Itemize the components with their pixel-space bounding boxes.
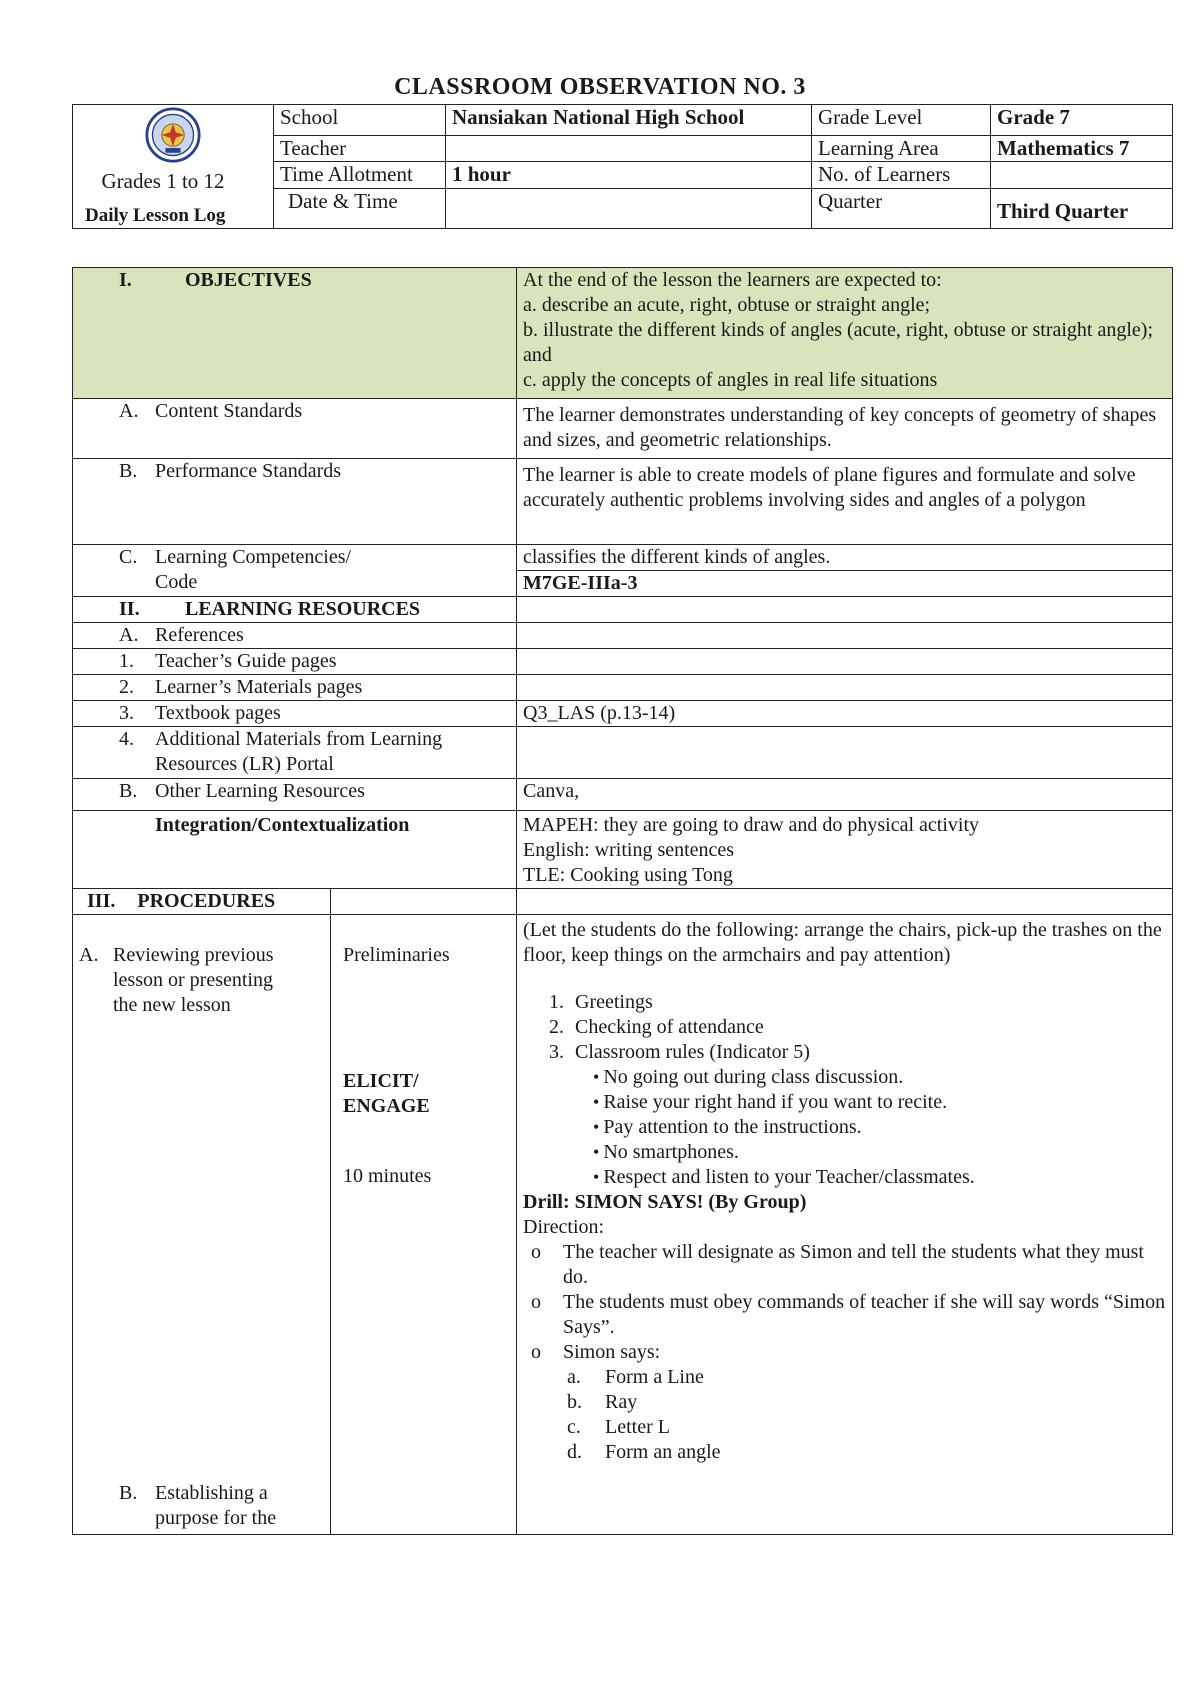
performance-standards-label: Performance Standards xyxy=(155,460,342,482)
time-allotment-label: Time Allotment xyxy=(274,162,446,189)
performance-standards-marker: B. xyxy=(119,460,138,482)
resource-value xyxy=(517,727,1173,779)
page-title: CLASSROOM OBSERVATION NO. 3 xyxy=(394,74,806,100)
direction-bullet: o xyxy=(531,1241,541,1263)
duration-label: 10 minutes xyxy=(343,1165,432,1187)
integration-line: MAPEH: they are going to draw and do physical activity xyxy=(523,814,980,836)
resource-row xyxy=(73,779,1173,811)
resource-label: Learner’s Materials pages xyxy=(155,676,363,698)
resource-label: Teacher’s Guide pages xyxy=(155,650,337,672)
direction-bullet: o xyxy=(531,1291,541,1313)
objectives-heading xyxy=(73,268,517,399)
opening-steps-list xyxy=(523,990,1166,1065)
objectives-line: c. apply the concepts of angles in real life situations xyxy=(523,369,938,391)
classroom-rule: • No smartphones. xyxy=(593,1140,1166,1165)
simon-says-marker: d. xyxy=(567,1441,582,1463)
objectives-row xyxy=(73,268,1173,399)
resource-marker: 4. xyxy=(119,728,134,750)
teacher-value xyxy=(446,136,812,162)
deped-seal-icon xyxy=(145,107,201,163)
direction-item xyxy=(523,1340,1166,1365)
resource-label-cell xyxy=(73,779,517,811)
procedure-row xyxy=(73,915,1173,1535)
content-standards-value: The learner demonstrates understanding of key concepts of geometry of shapes and sizes, and geometric relationships. xyxy=(517,399,1173,459)
opening-step: 3. Classroom rules (Indicator 5) xyxy=(569,1040,1166,1065)
simon-says-item xyxy=(523,1440,1166,1465)
direction-bullet: o xyxy=(531,1341,541,1363)
quarter-value: Third Quarter xyxy=(991,189,1173,229)
resource-value: Canva, xyxy=(517,779,1173,811)
simon-says-item xyxy=(523,1415,1166,1440)
procedures-heading-value xyxy=(517,889,1173,915)
resource-value xyxy=(517,623,1173,649)
simon-says-marker: c. xyxy=(567,1416,581,1438)
performance-standards-value: The learner is able to create models of plane figures and formulate and solve accurately authentic problems involving sides and angles of a polygon xyxy=(517,459,1173,545)
simon-says-item xyxy=(523,1365,1166,1390)
resource-marker: B. xyxy=(119,780,138,802)
simon-says-text: Form a Line xyxy=(605,1366,704,1388)
direction-text: The students must obey commands of teacher if she will say words “Simon Says”. xyxy=(563,1291,1166,1338)
competency-code: M7GE-IIIa-3 xyxy=(517,571,1173,597)
direction-text: Simon says: xyxy=(563,1341,661,1363)
content-standards-marker: A. xyxy=(119,400,139,422)
direction-item xyxy=(523,1290,1166,1340)
content-standards-label: Content Standards xyxy=(155,400,303,422)
lesson-plan-table xyxy=(72,267,1173,1535)
opening-step: 1. Greetings xyxy=(569,990,1166,1015)
resource-marker: 2. xyxy=(119,676,134,698)
learners-label: No. of Learners xyxy=(812,162,991,189)
resources-heading-row xyxy=(73,597,1173,623)
quarter-label: Quarter xyxy=(812,189,991,229)
school-value: Nansiakan National High School xyxy=(446,105,812,136)
objectives-content xyxy=(517,268,1173,399)
resource-value xyxy=(517,675,1173,701)
resource-value: Q3_LAS (p.13-14) xyxy=(517,701,1173,727)
content-standards-heading xyxy=(73,399,517,459)
resources-heading-value xyxy=(517,597,1173,623)
integration-row xyxy=(73,811,1173,889)
learning-area-value: Mathematics 7 xyxy=(991,136,1173,162)
procedures-label: PROCEDURES xyxy=(137,890,276,912)
classroom-rule: • Respect and listen to your Teacher/classmates. xyxy=(593,1165,1166,1190)
simon-says-text: Letter L xyxy=(605,1416,670,1438)
step-b-label: Establishing a purpose for the xyxy=(155,1482,277,1529)
lesson-header-table xyxy=(72,104,1173,229)
resources-num: II. xyxy=(119,598,140,620)
objectives-label: OBJECTIVES xyxy=(185,269,312,291)
resource-row xyxy=(73,623,1173,649)
performance-standards-heading xyxy=(73,459,517,545)
resource-label: References xyxy=(155,624,244,646)
resource-row xyxy=(73,727,1173,779)
resource-label-cell xyxy=(73,727,517,779)
teacher-label: Teacher xyxy=(274,136,446,162)
competencies-row xyxy=(73,545,1173,571)
procedures-heading-spacer xyxy=(331,889,517,915)
resource-label-cell xyxy=(73,623,517,649)
direction-label: Direction: xyxy=(523,1216,605,1238)
classroom-rule: • Raise your right hand if you want to recite. xyxy=(593,1090,1166,1115)
resource-label-cell xyxy=(73,649,517,675)
date-time-label: Date & Time xyxy=(274,189,446,229)
resource-marker: 1. xyxy=(119,650,134,672)
simon-says-item xyxy=(523,1390,1166,1415)
resource-row xyxy=(73,701,1173,727)
content-standards-row xyxy=(73,399,1173,459)
integration-line: English: writing sentences xyxy=(523,839,735,861)
integration-label: Integration/Contextualization xyxy=(73,811,517,889)
procedures-heading-row xyxy=(73,889,1173,915)
procedure-content-cell xyxy=(517,915,1173,1535)
integration-content xyxy=(517,811,1173,889)
procedure-steps-cell xyxy=(73,915,331,1535)
performance-standards-row xyxy=(73,459,1173,545)
resource-label: Additional Materials from Learning Resources (LR) Portal xyxy=(155,728,443,775)
procedures-num: III. xyxy=(87,890,116,912)
classroom-rule: • No going out during class discussion. xyxy=(593,1065,1166,1090)
simon-says-text: Form an angle xyxy=(605,1441,721,1463)
grades-label: Grades 1 to 12 xyxy=(101,169,225,193)
competencies-heading xyxy=(73,545,517,597)
grade-level-value: Grade 7 xyxy=(991,105,1173,136)
objectives-line: a. describe an acute, right, obtuse or straight angle; xyxy=(523,294,931,316)
learning-area-label: Learning Area xyxy=(812,136,991,162)
opening-step: 2. Checking of attendance xyxy=(569,1015,1166,1040)
objectives-num: I. xyxy=(119,269,132,291)
classroom-rule: • Pay attention to the instructions. xyxy=(593,1115,1166,1140)
procedures-heading xyxy=(73,889,331,915)
time-allotment-value: 1 hour xyxy=(446,162,812,189)
competencies-marker: C. xyxy=(119,546,138,568)
resource-label-cell xyxy=(73,675,517,701)
resource-row xyxy=(73,649,1173,675)
objectives-line: b. illustrate the different kinds of angles (acute, right, obtuse or straight angle); and xyxy=(523,319,1154,366)
resource-label: Other Learning Resources xyxy=(155,780,365,802)
resource-label: Textbook pages xyxy=(155,702,281,724)
competencies-label: Learning Competencies/ Code xyxy=(155,546,352,593)
competencies-value: classifies the different kinds of angles. xyxy=(517,545,1173,571)
direction-item xyxy=(523,1240,1166,1290)
logo-cell xyxy=(73,105,274,229)
grade-level-label: Grade Level xyxy=(812,105,991,136)
integration-line: TLE: Cooking using Tong xyxy=(523,864,733,886)
simon-says-marker: b. xyxy=(567,1391,582,1413)
resources-label: LEARNING RESOURCES xyxy=(185,598,421,620)
direction-text: The teacher will designate as Simon and tell the students what they must do. xyxy=(563,1241,1144,1288)
preliminaries-intro: (Let the students do the following: arrange the chairs, pick-up the trashes on the floor, keep things on the armchairs and pay attention) xyxy=(523,919,1162,966)
simon-says-text: Ray xyxy=(605,1391,638,1413)
step-a-marker: A. xyxy=(79,944,99,966)
preliminaries-label: Preliminaries xyxy=(343,944,450,966)
drill-title: Drill: SIMON SAYS! (By Group) xyxy=(523,1191,807,1213)
resources-heading xyxy=(73,597,517,623)
learners-value xyxy=(991,162,1173,189)
daily-lesson-log-label: Daily Lesson Log xyxy=(85,205,226,226)
date-time-value xyxy=(446,189,812,229)
step-b-marker: B. xyxy=(119,1482,138,1504)
elicit-engage-label: ELICIT/ ENGAGE xyxy=(343,1070,430,1117)
classroom-rules-list xyxy=(523,1065,1166,1190)
resource-marker: 3. xyxy=(119,702,134,724)
simon-says-marker: a. xyxy=(567,1366,581,1388)
school-label: School xyxy=(274,105,446,136)
step-a-label: Reviewing previous lesson or presenting the new lesson xyxy=(113,944,274,1016)
resource-row xyxy=(73,675,1173,701)
resource-marker: A. xyxy=(119,624,139,646)
resource-label-cell xyxy=(73,701,517,727)
objectives-line: At the end of the lesson the learners are expected to: xyxy=(523,269,942,291)
procedure-phase-cell xyxy=(331,915,517,1535)
resource-value xyxy=(517,649,1173,675)
